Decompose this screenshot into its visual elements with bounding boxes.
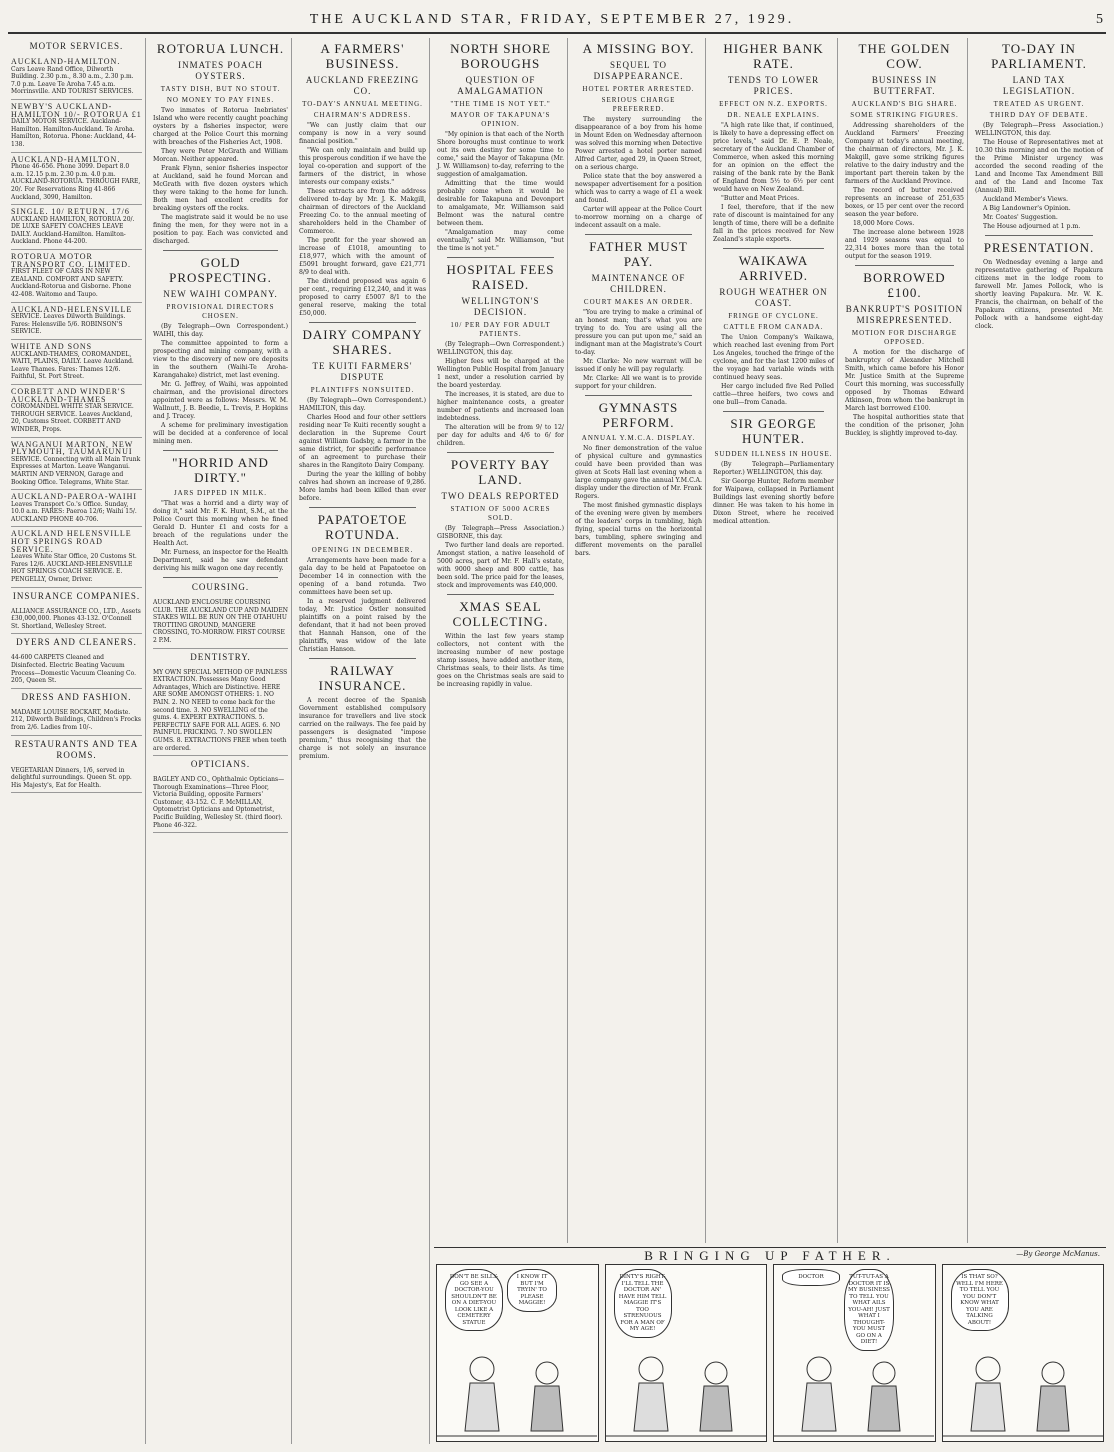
motor-service-ad — [11, 340, 142, 385]
headline: COURSING. — [191, 582, 250, 592]
subhead: STATION OF 5000 ACRES SOLD. — [450, 505, 551, 522]
article-body — [299, 122, 426, 318]
headline: FATHER MUST PAY. — [589, 239, 688, 269]
subhead: TREATED AS URGENT. — [993, 100, 1085, 108]
ad-restaurant: VEGETARIAN Dinners, 1/6, served in delightful surroundings. Queen St. opp. His Majesty's, Eat for Health. — [11, 764, 142, 794]
paragraph: Her cargo included five Red Polled cattle—three heifers, two cows and one bull—from Canada. — [713, 383, 834, 406]
ad-dentistry: MY OWN SPECIAL METHOD OF PAINLESS EXTRACTION. Possesses Many Good Advantages, Which are Distinctive. HERE ARE SOME AMONGST OTHERS: 1. NO PAIN. 2. NO NEED to come back for the second time. 3. NO SWELLING of the gums. 4. EXPERT EXTRACTIONS. 5. PERFECTLY SAFE FOR ALL AGES. 6. NO PAINFUL PRICKING. 7. NO SWOLLEN GUMS. 8. EXTRACTIONS FREE when teeth are ordered. — [153, 666, 288, 757]
motor-service-ad — [11, 55, 142, 100]
paragraph: Within the last few years stamp collectors, not content with the increasing number of new postage stamp issues, have added another item, Christmas seals, to their lists. As time goes on the Christmas seals are said to be increasing rapidly in value. — [437, 633, 564, 688]
paragraph: Addressing shareholders of the Auckland Farmers' Freezing Company at today's annual meeting, the chairman of directors, Mr. J. K. Makgill, gave some striking figures relative to the dairy industry and the important part therein taken by the farmers of the Auckland Province. — [845, 122, 964, 185]
divider — [163, 250, 278, 251]
ad-title: AUCKLAND-HAMILTON. — [11, 154, 121, 164]
headline: POVERTY BAY LAND. — [450, 457, 551, 487]
headline: HIGHER BANK RATE. — [723, 41, 824, 71]
paragraph: "We can only maintain and build up this prosperous condition if we have the loyal co-operation and support of the farmers of the district, in whose interests our company exists." — [299, 147, 426, 186]
subhead: SERIOUS CHARGE PREFERRED. — [601, 96, 676, 113]
subhead: BUSINESS IN BUTTERFAT. — [871, 75, 938, 96]
ad-text: FIRST FLEET OF CARS IN NEW ZEALAND. COMFORT AND SAFETY. Auckland-Rotorua and Gisborne. Phone 42-408. Waitomo and Taupo. — [11, 268, 132, 299]
headline: "HORRID AND DIRTY." — [172, 455, 269, 485]
comic-byline: —By George McManus. — [1016, 1250, 1100, 1258]
subhead: DR. NEALE EXPLAINS. — [727, 111, 820, 119]
paragraph: The House of Representatives met at 10.30 this morning and on the motion of the Prime Minister urgency was accorded the second reading of the Land and Income Tax Amendment Bill and of the Land and Income Tax (Annual) Bill. — [975, 139, 1103, 194]
ad-text: AUCKLAND HAMILTON, ROTORUA 20/. DE LUXE SAFETY COACHES LEAVE DAILY. Auckland-Hamilton. Hamilton-Auckland. Phone 44-200. — [11, 215, 135, 246]
subhead: WELLINGTON'S DECISION. — [461, 296, 540, 317]
article-body — [153, 107, 288, 246]
paragraph: A scheme for preliminary investigation will be decided at a conference of local mining men. — [153, 422, 288, 445]
paragraph: The increase alone between 1928 and 1929 seasons was equal to 22,314 boxes more than the total output for the season 1919. — [845, 229, 964, 260]
headline: WAIKAWA ARRIVED. — [738, 253, 809, 283]
paragraph: "That was a horrid and a dirty way of doing it," said Mr. F. K. Hunt, S.M., at the Police Court this morning when he fined Gerald D. Hunter £1 and costs for a breach of the regulations under the Health Act. — [153, 500, 288, 547]
section-heading: RESTAURANTS AND TEA ROOMS. — [14, 738, 139, 760]
paragraph: The increases, it is stated, are due to higher maintenance costs, a greater number of patients and increased loan indebtedness. — [437, 391, 564, 422]
ad-title: NEWBY'S AUCKLAND-HAMILTON 10/- ROTORUA £1 — [11, 101, 142, 119]
divider — [309, 658, 416, 659]
ad-title: CORBETT AND WINDER'S AUCKLAND-THAMES — [11, 386, 126, 404]
ad-dyers: 44-600 CARPETS Cleaned and Disinfected. Electric Beating Vacuum Process—Domestic Vacuum Cleaning Co. 205, Queen St. — [11, 651, 142, 688]
subhead: MAYOR OF TAKAPUNA'S OPINION. — [450, 111, 551, 128]
article-body — [975, 122, 1103, 231]
paragraph: "We can justly claim that our company is now in a very sound financial position." — [299, 122, 426, 145]
column-5 — [572, 38, 706, 1243]
divider — [447, 257, 554, 258]
ad-text: Phone 46-656. Phone 3099. Depart 8.0 a.m. 12.15 p.m. 2.30 p.m. 4.0 p.m. AUCKLAND-ROTORUA. THROUGH FARE, 20/. For Reservations Ring 41-866 Auckland, 3090, Hamilton. — [11, 163, 141, 201]
motor-service-ad — [11, 438, 142, 491]
comic-strip — [434, 1247, 1106, 1445]
ad-text: DAILY MOTOR SERVICE. Auckland-Hamilton. Hamilton-Auckland. Te Aroha. Hamilton, Rotorua. Phone: Auckland, 44-138. — [11, 118, 137, 148]
subhead: THIRD DAY OF DEBATE. — [989, 111, 1089, 119]
headline: PRESENTATION. — [983, 240, 1095, 255]
paragraph: In a reserved judgment delivered today, Mr. Justice Ostler nonsuited plaintiffs on a point raised by the defendant, that it had not been proved that Hannah Hanson, one of the plaintiffs, was widow of the late Christian Hanson. — [299, 598, 426, 653]
divider — [163, 450, 278, 451]
article-body — [575, 116, 702, 230]
section-heading: INSURANCE COMPANIES. — [12, 590, 141, 601]
headline: DENTISTRY. — [190, 651, 251, 662]
ad-title: WHITE AND SONS — [11, 342, 93, 351]
subhead: PROVISIONAL DIRECTORS CHOSEN. — [166, 303, 275, 320]
article-body — [437, 131, 564, 253]
paragraph: Admitting that the time would probably come when it would be desirable for Takapuna and Devonport to amalgamate, Mr. Williamson said Belmont was the natural centre between them. — [437, 180, 564, 227]
paragraph: Mr. Furness, an inspector for the Health Department, said he saw defendant deriving his milk wagon one day recently. — [153, 549, 288, 572]
paragraph: The profit for the year showed an increase of £1018, amounting to £18,977, which with the amount of £5091 brought forward, gave £21,771 8/9 to deal with. — [299, 237, 426, 276]
paragraph: During the year the killing of bobby calves had shown an increase of 9,286. More lambs had been killed than ever before. — [299, 471, 426, 502]
section-heading: DRESS AND FASHION. — [21, 691, 132, 702]
ad-coursing: AUCKLAND ENCLOSURE COURSING CLUB. THE AUCKLAND CUP AND MAIDEN STAKES WILL BE RUN ON THE OTAHUHU TROTTING GROUND, MANGERE CROSSING, TO-MORROW. FIRST COURSE 2 P.M. — [153, 596, 288, 649]
subhead: NO MONEY TO PAY FINES. — [166, 96, 275, 104]
ad-insurance: ALLIANCE ASSURANCE CO., LTD., Assets £30,000,000. Phones 43-132. O'Connell St. Shortland, Wellesley Street. — [11, 605, 142, 635]
subhead: SOME STRIKING FIGURES. — [850, 111, 959, 119]
ad-opticians: BAGLEY AND CO., Ophthalmic Opticians—Thorough Examinations—Three Floor, Victoria Building, opposite Farmers' Customer, 43-152. C. F. McMILLAN, Optometrist Opticians and Optometrist, Pacific Building, Wellesley St. (third floor). Phone 46-322. — [153, 773, 288, 833]
motor-service-ad — [11, 153, 142, 206]
subhead: MAINTENANCE OF CHILDREN. — [591, 273, 686, 294]
divider — [855, 265, 954, 266]
masthead-title: THE AUCKLAND STAR, FRIDAY, SEPTEMBER 27, 1929. — [309, 12, 795, 27]
comic-panel — [436, 1264, 599, 1442]
comic-title-bar — [434, 1248, 1106, 1264]
column-4 — [434, 38, 568, 1243]
comic-panels — [434, 1264, 1106, 1442]
paragraph: Mr. Clarke: All we want is to provide support for your children. — [575, 375, 702, 390]
subhead: TWO DEALS REPORTED — [441, 491, 560, 501]
paragraph: The House adjourned at 1 p.m. — [983, 223, 1081, 230]
motor-service-ad — [11, 250, 142, 303]
paragraph: Higher fees will be charged at the Wellington Public Hospital from January 1 next, under a resolution carried by the board yesterday. — [437, 358, 564, 389]
article-body — [437, 525, 564, 590]
paragraph: The committee appointed to form a prospecting and mining company, with a view to the discovery of new ore deposits in the southern (Waihi-Te Aroha-Karangahake) district, met last evening. — [153, 340, 288, 379]
ad-text: COROMANDEL WHITE STAR SERVICE. THROUGH SERVICE. Leaves Auckland, 20, Customs Street. CORBETT AND WINDER, Props. — [11, 403, 134, 433]
paragraph: A motion for the discharge of bankruptcy of Alexander Mitchell Smith, which came before his Honor Mr. Justice Smith at the Supreme Court this morning, was successfully opposed by Thomas Edward Atkinson, from whom the bankrupt in March last borrowed £100. — [845, 349, 964, 412]
subhead: SUDDEN ILLNESS IN HOUSE. — [714, 450, 833, 458]
article-body — [575, 445, 702, 558]
motor-service-ad — [11, 490, 142, 527]
ad-text: SERVICE. Leaves Dilworth Buildings. Fares: Helensville 5/6. ROBINSON'S SERVICE. — [11, 313, 126, 336]
subhead: BANKRUPT'S POSITION MISREPRESENTED. — [845, 304, 964, 325]
paragraph: They were Peter McGrath and William Morcan. Neither appeared. — [153, 148, 288, 163]
column-8 — [972, 38, 1106, 1243]
paragraph: A Big Landowner's Opinion. — [983, 205, 1071, 212]
subhead: FRINGE OF CYCLONE. — [728, 312, 819, 320]
subhead: CATTLE FROM CANADA. — [723, 323, 824, 331]
article-body — [713, 122, 834, 244]
subhead: EFFECT ON N.Z. EXPORTS. — [719, 100, 828, 108]
comic-panel — [773, 1264, 936, 1442]
divider — [585, 234, 692, 235]
subhead: AUCKLAND FREEZING CO. — [305, 75, 420, 96]
article-body — [575, 309, 702, 391]
paragraph: "You are trying to make a criminal of an honest man; that's what you are trying to do. You are using all the pressure you can put upon me," said an indignant man at the Magistrate's Court to-day. — [575, 309, 702, 356]
paragraph: Mr. Coates' Suggestion. — [983, 214, 1058, 221]
comic-figures-illustration — [437, 1331, 597, 1441]
subhead: CHAIRMAN'S ADDRESS. — [313, 111, 412, 119]
comic-panel — [942, 1264, 1105, 1442]
paragraph: Two inmates of Rotorua Inebriates' Island who were recently caught poaching oysters by a fisheries inspector, were charged at the Police Court this morning with breaches of the Fisheries Act, 1908. — [153, 107, 288, 146]
paragraph: On Wednesday evening a large and representative gathering of Papakura citizens met in the lodge room to farewell Mr. James Pollock, who is shortly leaving Papakura. Mr. W. K. Francis, the chairman, on behalf of the Papakura citizens, presented Mr. Pollock with a handsome eight-day clock. — [975, 259, 1103, 330]
subhead: MOTION FOR DISCHARGE OPPOSED. — [851, 329, 958, 346]
headline: SIR GEORGE HUNTER. — [730, 416, 817, 446]
headline: NORTH SHORE BOROUGHS — [450, 41, 551, 71]
masthead — [8, 8, 1106, 34]
divider — [447, 594, 554, 595]
subhead: TO-DAY'S ANNUAL MEETING. — [302, 100, 423, 108]
ad-title: WANGANUI MARTON, NEW PLYMOUTH, TAUMARUNUI — [11, 439, 134, 457]
paragraph: Arrangements have been made for a gala day to be held at Papatoetoe on December 14 in connection with the opening of a band rotunda. Two committees have been set up. — [299, 557, 426, 596]
subhead: INMATES POACH OYSTERS. — [178, 60, 263, 81]
article-body — [299, 697, 426, 761]
paragraph: (By Telegraph—Own Correspondent.) WAIHI, this day. — [153, 323, 288, 338]
divider — [309, 507, 416, 508]
speech-bubble: I KNOW IT BUT I'M TRYIN' TO PLEASE MAGGIE! — [507, 1269, 557, 1312]
subhead: TENDS TO LOWER PRICES. — [727, 75, 820, 96]
paragraph: "A high rate like that, if continued, is likely to have a depressing effect on price levels," said Dr. E. P. Neale, secretary of the Auckland Chamber of Commerce, when asked this morning for an opinion on the effect the raising of the bank rate by the Bank of England from 5½ to 6½ per cent would have on New Zealand. — [713, 122, 834, 193]
subhead: SEQUEL TO DISAPPEARANCE. — [593, 60, 684, 81]
headline: RAILWAY INSURANCE. — [318, 663, 407, 693]
paragraph: Carter will appear at the Police Court to-morrow morning on a charge of indecent assault on a male. — [575, 206, 702, 229]
ad-list — [11, 55, 142, 588]
article-body — [975, 259, 1103, 331]
speech-bubble: DOCTOR — [782, 1269, 840, 1286]
speech-bubble: IS THAT SO? WELL I'M HERE TO TELL YOU YOU DON'T KNOW WHAT YOU ARE TALKING ABOUT! — [951, 1269, 1009, 1331]
article-body — [437, 341, 564, 448]
paragraph: The alteration will be from 9/ to 12/ per day for adults and 4/6 to 6/ for children. — [437, 424, 564, 447]
comic-figures-illustration — [774, 1331, 934, 1441]
subhead: HOTEL PORTER ARRESTED. — [582, 85, 695, 93]
column-2 — [150, 38, 292, 1444]
paragraph: Frank Flynn, senior fisheries inspector at Auckland, said he found Morcan and McGrath with five dozen oysters which they were taking to the home for lunch. Both men had excellent credits for breaking oysters off the rocks. — [153, 165, 288, 212]
comic-figures-illustration — [606, 1331, 766, 1441]
subhead: TASTY DISH, BUT NO STOUT. — [160, 85, 281, 93]
paragraph: The mystery surrounding the disappearance of a boy from his home in Mount Eden on Wednesday afternoon was solved this morning when Detective Power arrested a hotel porter named Alfred Carter, aged 29, in Queen Street, on a serious charge. — [575, 116, 702, 171]
subhead: TE KUITI FARMERS' DISPUTE — [312, 361, 413, 382]
motor-service-ad — [11, 205, 142, 250]
article-body — [153, 323, 288, 446]
column-6 — [710, 38, 838, 1243]
article-body — [153, 500, 288, 573]
section-heading: DYERS AND CLEANERS. — [16, 637, 137, 648]
column-motor-services — [8, 38, 146, 1444]
paragraph: "Amalgamation may come eventually," said Mr. Williamson, "but the time is not yet." — [437, 229, 564, 252]
ad-text: Leaves White Star Office, 20 Customs St. Fares 12/6. AUCKLAND-HELENSVILLE HOT SPRINGS COACH SERVICE. E. PENGELLY, Owner, Driver. — [11, 553, 137, 584]
paragraph: No finer demonstration of the value of physical culture and gymnastics could have been provided than was given at Scots Hall last evening when a large company gave the annual Y.M.C.A. display under the direction of Mr. Frank Rogers. — [575, 445, 702, 500]
headline: THE GOLDEN COW. — [858, 41, 951, 71]
article-body — [845, 349, 964, 438]
section-heading: MOTOR SERVICES. — [29, 41, 124, 51]
ad-text: SERVICE. Connecting with all Main Trunk Expresses at Marton. Leave Wanganui. MARTIN AND VERNON, Garage and Booking Office. Telegrams, White Star. — [11, 455, 141, 486]
subhead: NEW WAIHI COMPANY. — [163, 289, 278, 299]
paragraph: The magistrate said it would be no use fining the men, for they were not in a position to pay. Each was convicted and discharged. — [153, 214, 288, 245]
paragraph: (By Telegraph—Own Correspondent.) HAMILTON, this day. — [299, 397, 426, 412]
motor-service-ad — [11, 303, 142, 340]
article-body — [299, 557, 426, 654]
ad-title: AUCKLAND-HELENSVILLE — [11, 304, 133, 314]
ad-title: AUCKLAND-PAEROA-WAIHI — [11, 492, 138, 502]
subhead: PLAINTIFFS NONSUITED. — [310, 386, 415, 394]
paragraph: The record of butter received represents an increase of 251,635 boxes, or 15 per cent over the record season the year before. — [845, 187, 964, 218]
comic-panel — [605, 1264, 768, 1442]
column-3 — [296, 38, 430, 1444]
paragraph: Charles Hood and four other settlers residing near Te Kuiti recently sought a declaration in the Supreme Court against William Gadsby, a farmer in the same district, for specific performance of an agreement to purchase their shares in the Rangitoto Dairy Company. — [299, 414, 426, 469]
ad-title: ROTORUA MOTOR TRANSPORT CO. LIMITED. — [11, 252, 132, 269]
subhead: JARS DIPPED IN MILK. — [173, 489, 268, 497]
ad-title: SINGLE. 10/ RETURN. 17/6 — [11, 207, 130, 217]
divider — [447, 452, 554, 453]
ad-text: Leaves Transport Co.'s Office. Sunday, 10.0 a.m. FARES: Paeroa 12/6; Waihi 15/. AUCKLAND PHONE 40-706. — [11, 500, 137, 523]
motor-service-ad — [11, 100, 142, 153]
headline: HOSPITAL FEES RAISED. — [446, 262, 555, 292]
article-body — [299, 397, 426, 503]
ad-title: AUCKLAND-HAMILTON. — [11, 57, 121, 66]
headline: A MISSING BOY. — [582, 41, 695, 56]
speech-bubble: TUT-TUT-AS A DOCTOR IT IS MY BUSINESS TO TELL YOU WHAT AILS YOU-AH! JUST WHAT I THOUGHT-YOU MUST GO ON A DIET! — [844, 1269, 894, 1351]
paragraph: The most finished gymnastic displays of the evening were given by members of the leaders' corps in tumbling, high flying, special turns on the horizontal bars, tumbling, sphere swinging and different movements on the parallel bars. — [575, 502, 702, 557]
page-number: 5 — [1096, 12, 1106, 27]
paragraph: 18,000 More Cows. — [853, 220, 915, 227]
divider — [723, 248, 824, 249]
headline: A FARMERS' BUSINESS. — [320, 41, 405, 71]
ad-text: Cars Leave Rand Office, Dilworth Building. 2.30 p.m., 8.30 a.m., 2.30 p.m. 7.0 p.m. Leave Te Aroha 7.45 a.m. Morrinsville. AND TOURIST SERVICES. — [11, 65, 134, 96]
paragraph: (By Telegraph—Parliamentary Reporter.) WELLINGTON, this day. — [713, 461, 834, 476]
headline: PAPATOETOE ROTUNDA. — [317, 512, 408, 542]
paragraph: "Butter and Meat Prices. — [721, 195, 800, 202]
ad-title: AUCKLAND HELENSVILLE HOT SPRINGS ROAD SERVICE. — [11, 529, 132, 554]
subhead: ANNUAL Y.M.C.A. DISPLAY. — [581, 434, 696, 442]
headline: XMAS SEAL COLLECTING. — [452, 599, 549, 629]
subhead: COURT MAKES AN ORDER. — [583, 298, 694, 306]
paragraph: "My opinion is that each of the North Shore boroughs must continue to work out its own destiny for some time to come," said the Mayor of Takapuna (Mr. J. W. Williamson) to-day, referring to the suggestion of amalgamation. — [437, 131, 564, 178]
article-body — [845, 122, 964, 261]
paragraph: Mr. G. Jeffrey, of Waihi, was appointed chairman, and the provisional directors appointed were as follows: Messrs. W. M. Wallnutt, J. B. Beedie, L. Trevis, P. Hopkins and J. Tracey. — [153, 381, 288, 420]
paragraph: The dividend proposed was again 6 per cent., requiring £12,240, and it was proposed to carry £5007 8/1 to the general reserve, making the total £50,000. — [299, 278, 426, 317]
speech-bubble: DINTY'S RIGHT-I'LL TELL THE DOCTOR AN' HAVE HIM TELL MAGGIE IT'S TOO STRENUOUS FOR A MAN OF MY AGE! — [614, 1269, 672, 1338]
headline: DAIRY COMPANY SHARES. — [302, 327, 423, 357]
subhead: "THE TIME IS NOT YET." — [450, 100, 551, 108]
headline: GOLD PROSPECTING. — [169, 255, 272, 285]
ad-text: AUCKLAND-THAMES, COROMANDEL, WAITI, PLAINS, DAILY. Leave Auckland. Leave Thames. Fares: Thames 12/6. Faithful, St. Port Street. — [11, 350, 134, 381]
paragraph: Sir George Hunter, Reform member for Waipawa, collapsed in Parliament Buildings last evening shortly before dinner. He was taken to his home in Dixon Street, where he received medical attention. — [713, 478, 834, 525]
paragraph: The Union Company's Waikawa, which reached last evening from Port Los Angeles, touched the fringe of the cyclone, and for the last 1200 miles of the voyage had variable winds with continued heavy seas. — [713, 334, 834, 381]
comic-figures-illustration — [943, 1331, 1103, 1441]
paragraph: I feel, therefore, that if the new rate of discount is maintained for any length of time, there will be a definite fall in the prices received for New Zealand's staple exports. — [713, 204, 834, 243]
subhead: QUESTION OF AMALGAMATION — [457, 75, 544, 96]
subhead: OPENING IN DECEMBER. — [311, 546, 414, 554]
article-body — [713, 461, 834, 526]
paragraph: A recent decree of the Spanish Government established compulsory insurance for travellers and live stock carried on the railways. The fee paid by passengers is designated "impose premium," thus recognising that the charge is not solely an insurance premium. — [299, 697, 426, 760]
headline: OPTICIANS. — [190, 759, 251, 770]
paragraph: These extracts are from the address delivered to-day by Mr. J. K. Makgill, chairman of directors of the Auckland Freezing Co. to the annual meeting of shareholders held in the Chamber of Commerce. — [299, 188, 426, 235]
paragraph: Two further land deals are reported. Amongst station, a native leasehold of 5000 acres, part of Mr. F. Hall's estate, with 9000 sheep and 800 cattle, has been sold. The price paid for the leases, stock and improvements was £40,000. — [437, 542, 564, 589]
article-body — [713, 334, 834, 407]
subhead: ROUGH WEATHER ON COAST. — [719, 287, 828, 308]
paragraph: The hospital authorities state that the condition of the prisoner, John Buckley, is slightly improved to-day. — [845, 414, 964, 437]
headline: TO-DAY IN PARLIAMENT. — [991, 41, 1087, 71]
paragraph: Auckland Member's Views. — [983, 196, 1068, 203]
subhead: 10/ PER DAY FOR ADULT PATIENTS. — [450, 321, 551, 338]
headline: BORROWED £100. — [863, 270, 946, 300]
paragraph: Police state that the boy answered a newspaper advertisement for a position which was to carry a wage of £1 a week and found. — [575, 173, 702, 204]
paragraph: Mr. Clarke: No new warrant will be issued if only he will pay regularly. — [575, 358, 702, 373]
subhead: AUCKLAND'S BIG SHARE. — [851, 100, 958, 108]
comic-title: BRINGING UP FATHER. — [644, 1248, 896, 1263]
headline: GYMNASTS PERFORM. — [598, 400, 679, 430]
divider — [723, 411, 824, 412]
subhead: LAND TAX LEGISLATION. — [1002, 75, 1076, 96]
motor-service-ad — [11, 385, 142, 438]
paragraph: (By Telegraph—Press Association.) GISBORNE, this day. — [437, 525, 564, 540]
paragraph: (By Telegraph—Press Association.) WELLINGTON, this day. — [975, 122, 1103, 137]
column-7 — [842, 38, 968, 1243]
article-body — [437, 633, 564, 689]
speech-bubble: DON'T BE SILLY-GO SEE A DOCTOR-YOU SHOULDN'T BE ON A DIET-YOU LOOK LIKE A CEMETERY STATUE — [445, 1269, 503, 1331]
divider — [163, 577, 278, 578]
divider — [309, 322, 416, 323]
ad-dress: MADAME LOUISE ROCKART, Modiste. 212, Dilworth Buildings, Children's Frocks from 2/6. Ladies from 10/-. — [11, 706, 142, 736]
motor-service-ad — [11, 527, 142, 587]
paragraph: (By Telegraph—Own Correspondent.) WELLINGTON, this day. — [437, 341, 564, 356]
headline: ROTORUA LUNCH. — [156, 41, 285, 56]
divider — [985, 235, 1093, 236]
divider — [585, 395, 692, 396]
